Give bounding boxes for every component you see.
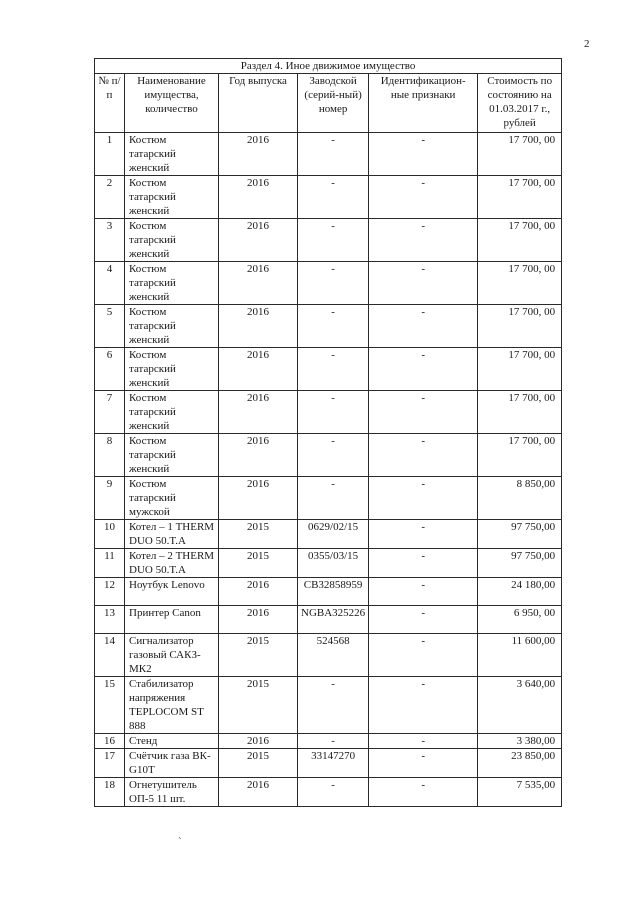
item-cost: 17 700, 00 [478, 262, 562, 305]
item-year: 2016 [219, 477, 298, 520]
table-row [95, 176, 562, 219]
table-row [95, 578, 562, 606]
row-number: 2 [95, 176, 125, 219]
item-ident: - [369, 434, 478, 477]
item-ident: - [369, 677, 478, 734]
header-name: Наименование имущества, количество [125, 74, 219, 133]
item-ident: - [369, 219, 478, 262]
item-serial: NGBA325226 [298, 606, 369, 634]
property-table [94, 58, 562, 807]
item-name: Костюм татарский женский [125, 305, 219, 348]
item-serial: - [298, 677, 369, 734]
item-cost: 17 700, 00 [478, 305, 562, 348]
table-row [95, 348, 562, 391]
row-number: 1 [95, 133, 125, 176]
item-name: Ноутбук Lenovo [125, 578, 219, 606]
item-year: 2015 [219, 749, 298, 778]
item-ident: - [369, 305, 478, 348]
item-serial: 0629/02/15 [298, 520, 369, 549]
item-ident: - [369, 477, 478, 520]
item-name: Котел – 1 THERM DUO 50.T.A [125, 520, 219, 549]
item-name: Костюм татарский женский [125, 348, 219, 391]
item-cost: 17 700, 00 [478, 133, 562, 176]
item-ident: - [369, 578, 478, 606]
item-name: Принтер Canon [125, 606, 219, 634]
table-row [95, 262, 562, 305]
item-cost: 11 600,00 [478, 634, 562, 677]
item-ident: - [369, 778, 478, 807]
table-row [95, 549, 562, 578]
item-year: 2015 [219, 634, 298, 677]
row-number: 8 [95, 434, 125, 477]
item-year: 2016 [219, 606, 298, 634]
item-serial: - [298, 262, 369, 305]
item-cost: 17 700, 00 [478, 176, 562, 219]
row-number: 7 [95, 391, 125, 434]
table-row [95, 734, 562, 749]
row-number: 6 [95, 348, 125, 391]
row-number: 15 [95, 677, 125, 734]
item-year: 2016 [219, 219, 298, 262]
item-serial: - [298, 477, 369, 520]
item-cost: 8 850,00 [478, 477, 562, 520]
table-row [95, 133, 562, 176]
item-year: 2016 [219, 578, 298, 606]
table-row [95, 778, 562, 807]
item-year: 2016 [219, 176, 298, 219]
item-serial: - [298, 778, 369, 807]
row-number: 4 [95, 262, 125, 305]
item-name: Костюм татарский женский [125, 133, 219, 176]
item-ident: - [369, 133, 478, 176]
item-name: Сигнализатор газовый САКЗ-МК2 [125, 634, 219, 677]
item-serial: - [298, 176, 369, 219]
item-year: 2016 [219, 434, 298, 477]
header-year: Год выпуска [219, 74, 298, 133]
item-ident: - [369, 391, 478, 434]
item-name: Костюм татарский женский [125, 262, 219, 305]
row-number: 17 [95, 749, 125, 778]
item-year: 2016 [219, 305, 298, 348]
item-cost: 17 700, 00 [478, 219, 562, 262]
header-cost: Стоимость по состоянию на 01.03.2017 г., рублей [478, 74, 562, 133]
row-number: 5 [95, 305, 125, 348]
row-number: 13 [95, 606, 125, 634]
item-year: 2015 [219, 549, 298, 578]
property-table-wrapper [94, 58, 562, 807]
item-serial: - [298, 734, 369, 749]
item-year: 2016 [219, 778, 298, 807]
item-year: 2016 [219, 391, 298, 434]
item-name: Костюм татарский мужской [125, 477, 219, 520]
item-ident: - [369, 734, 478, 749]
item-cost: 17 700, 00 [478, 348, 562, 391]
table-row [95, 606, 562, 634]
table-row [95, 434, 562, 477]
item-ident: - [369, 749, 478, 778]
row-number: 16 [95, 734, 125, 749]
table-row [95, 477, 562, 520]
footer-mark: ` [178, 836, 182, 848]
item-serial: - [298, 133, 369, 176]
item-serial: - [298, 219, 369, 262]
header-num: № п/п [95, 74, 125, 133]
section-title: Раздел 4. Иное движимое имущество [95, 59, 562, 74]
item-ident: - [369, 549, 478, 578]
item-name: Огнетушитель ОП-5 11 шт. [125, 778, 219, 807]
item-cost: 23 850,00 [478, 749, 562, 778]
item-cost: 97 750,00 [478, 520, 562, 549]
item-serial: 524568 [298, 634, 369, 677]
item-serial: - [298, 348, 369, 391]
row-number: 14 [95, 634, 125, 677]
table-row [95, 219, 562, 262]
item-name: Стабилизатор напряжения TEPLOCOM ST 888 [125, 677, 219, 734]
item-cost: 7 535,00 [478, 778, 562, 807]
header-ident: Идентификацион-ные признаки [369, 74, 478, 133]
item-ident: - [369, 606, 478, 634]
item-cost: 17 700, 00 [478, 391, 562, 434]
row-number: 3 [95, 219, 125, 262]
table-row [95, 749, 562, 778]
item-year: 2016 [219, 262, 298, 305]
table-row [95, 634, 562, 677]
item-ident: - [369, 176, 478, 219]
item-serial: - [298, 434, 369, 477]
row-number: 18 [95, 778, 125, 807]
row-number: 12 [95, 578, 125, 606]
item-name: Стенд [125, 734, 219, 749]
item-cost: 3 380,00 [478, 734, 562, 749]
item-cost: 3 640,00 [478, 677, 562, 734]
table-row [95, 677, 562, 734]
item-name: Костюм татарский женский [125, 391, 219, 434]
row-number: 10 [95, 520, 125, 549]
item-year: 2016 [219, 734, 298, 749]
table-row [95, 391, 562, 434]
table-row [95, 305, 562, 348]
item-name: Костюм татарский женский [125, 176, 219, 219]
item-cost: 97 750,00 [478, 549, 562, 578]
page-number: 2 [584, 38, 590, 50]
item-year: 2016 [219, 133, 298, 176]
item-name: Костюм татарский женский [125, 219, 219, 262]
item-serial: 0355/03/15 [298, 549, 369, 578]
item-ident: - [369, 348, 478, 391]
item-cost: 6 950, 00 [478, 606, 562, 634]
item-serial: 33147270 [298, 749, 369, 778]
table-row [95, 520, 562, 549]
header-serial: Заводской (серий-ный) номер [298, 74, 369, 133]
row-number: 9 [95, 477, 125, 520]
item-cost: 17 700, 00 [478, 434, 562, 477]
row-number: 11 [95, 549, 125, 578]
item-cost: 24 180,00 [478, 578, 562, 606]
item-year: 2015 [219, 677, 298, 734]
item-ident: - [369, 634, 478, 677]
item-name: Костюм татарский женский [125, 434, 219, 477]
item-year: 2016 [219, 348, 298, 391]
table-body [95, 133, 562, 807]
item-name: Котел – 2 THERM DUO 50.T.A [125, 549, 219, 578]
item-year: 2015 [219, 520, 298, 549]
item-ident: - [369, 262, 478, 305]
item-name: Счётчик газа ВК-G10T [125, 749, 219, 778]
item-serial: CB32858959 [298, 578, 369, 606]
item-serial: - [298, 391, 369, 434]
item-serial: - [298, 305, 369, 348]
item-ident: - [369, 520, 478, 549]
